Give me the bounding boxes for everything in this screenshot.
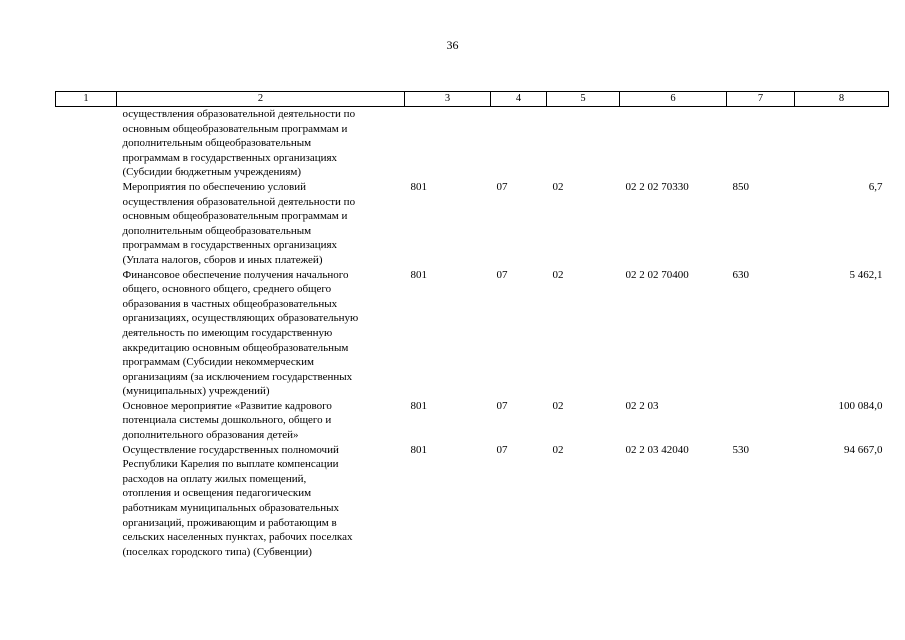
item-name-line: сельских населенных пунктах, рабочих поселках	[122, 531, 353, 544]
column-header-3: 3	[405, 92, 491, 107]
item-name-line: осуществления образовательной деятельности по	[122, 195, 356, 208]
amount-cell: 6,7	[868, 180, 883, 193]
item-name-line: Финансовое обеспечение получения начального	[122, 268, 349, 281]
amount-cell	[795, 107, 889, 180]
code-cell	[56, 399, 117, 443]
item-name-line: дополнительным общеобразовательным	[122, 137, 312, 150]
column-header-4: 4	[491, 92, 547, 107]
admin-code-cell: 801	[410, 399, 427, 412]
item-name-cell	[117, 107, 405, 180]
item-name-line: образования в частных общеобразовательных	[122, 297, 338, 310]
page-number: 36	[446, 38, 459, 52]
table-row	[56, 180, 889, 268]
admin-code-cell: 801	[410, 180, 427, 193]
admin-code-cell: 801	[410, 268, 427, 281]
expense-type-cell	[727, 399, 795, 443]
target-article-cell	[620, 107, 727, 180]
column-header-7: 7	[727, 92, 795, 107]
item-name-line: основным общеобразовательным программам и	[122, 122, 348, 135]
table-body	[56, 107, 889, 560]
target-article-cell: 02 2 02 70330	[625, 180, 689, 193]
expense-type-cell: 850	[732, 180, 749, 193]
target-article-cell: 02 2 02 70400	[625, 268, 689, 281]
item-name-line: дополнительным общеобразовательным	[122, 224, 312, 237]
subsection-cell: 02	[552, 399, 564, 412]
item-name-line: (поселках городского типа) (Субвенции)	[122, 545, 312, 558]
item-name-line: общего, основного общего, среднего общего	[122, 283, 332, 296]
item-name-line: программам в государственных организациях	[122, 239, 338, 252]
expense-type-cell: 530	[732, 443, 749, 456]
section-cell: 07	[496, 268, 508, 281]
code-cell	[56, 180, 117, 268]
section-cell: 07	[496, 399, 508, 412]
section-cell: 07	[496, 443, 508, 456]
item-name-line: (Субсидии бюджетным учреждениям)	[122, 166, 302, 179]
column-header-2: 2	[117, 92, 405, 107]
code-cell	[56, 443, 117, 560]
item-name-cell	[117, 443, 405, 560]
code-cell	[56, 107, 117, 180]
item-name-cell	[117, 399, 405, 443]
item-name-line: организаций, проживающим и работающим в	[122, 516, 337, 529]
table-row	[56, 268, 889, 399]
item-name-line: программам в государственных организациях	[122, 151, 338, 164]
table-header-row	[56, 92, 889, 107]
item-name-line: организациях, осуществляющих образовательную	[122, 312, 359, 325]
item-name-line: расходов на оплату жилых помещений,	[122, 472, 307, 485]
target-article-cell: 02 2 03	[625, 399, 659, 412]
item-name-line: Мероприятия по обеспечению условий	[122, 180, 306, 193]
subsection-cell: 02	[552, 268, 564, 281]
item-name-line: организациям (за исключением государственных	[122, 370, 353, 383]
column-header-1: 1	[56, 92, 117, 107]
item-name-line: Осуществление государственных полномочий	[122, 443, 339, 456]
item-name-line: Республики Карелия по выплате компенсации	[122, 458, 339, 471]
item-name-line: дополнительного образования детей»	[122, 429, 299, 442]
table-row	[56, 443, 889, 560]
expense-type-cell: 630	[732, 268, 749, 281]
column-header-6: 6	[620, 92, 727, 107]
target-article-cell: 02 2 03 42040	[625, 443, 689, 456]
subsection-cell: 02	[552, 180, 564, 193]
amount-cell: 5 462,1	[849, 268, 883, 281]
item-name-line: основным общеобразовательным программам и	[122, 210, 348, 223]
subsection-cell: 02	[552, 443, 564, 456]
code-cell	[56, 268, 117, 399]
item-name-cell	[117, 180, 405, 268]
item-name-line: работникам муниципальных образовательных	[122, 502, 339, 515]
amount-cell: 100 084,0	[838, 399, 883, 412]
column-header-8: 8	[795, 92, 889, 107]
item-name-line: (Уплата налогов, сборов и иных платежей)	[122, 253, 323, 266]
item-name-line: (муниципальных) учреждений)	[122, 385, 270, 398]
expense-type-cell	[727, 107, 795, 180]
column-header-5: 5	[547, 92, 620, 107]
item-name-line: потенциала системы дошкольного, общего и	[122, 414, 332, 427]
item-name-line: Основное мероприятие «Развитие кадрового	[122, 399, 332, 412]
section-cell: 07	[496, 180, 508, 193]
table-row	[56, 399, 889, 443]
amount-cell: 94 667,0	[844, 443, 883, 456]
item-name-line: деятельность по имеющим государственную	[122, 326, 333, 339]
item-name-cell	[117, 268, 405, 399]
budget-table	[55, 91, 889, 559]
item-name-line: программам (Субсидии некоммерческим	[122, 356, 314, 369]
section-cell	[491, 107, 547, 180]
item-name-line: аккредитацию основным общеобразовательным	[122, 341, 349, 354]
admin-code-cell: 801	[410, 443, 427, 456]
item-name-line: отопления и освещения педагогическим	[122, 487, 312, 500]
item-name-line: осуществления образовательной деятельности по	[122, 108, 356, 120]
table-row	[56, 107, 889, 180]
subsection-cell	[547, 107, 620, 180]
admin-code-cell	[405, 107, 491, 180]
